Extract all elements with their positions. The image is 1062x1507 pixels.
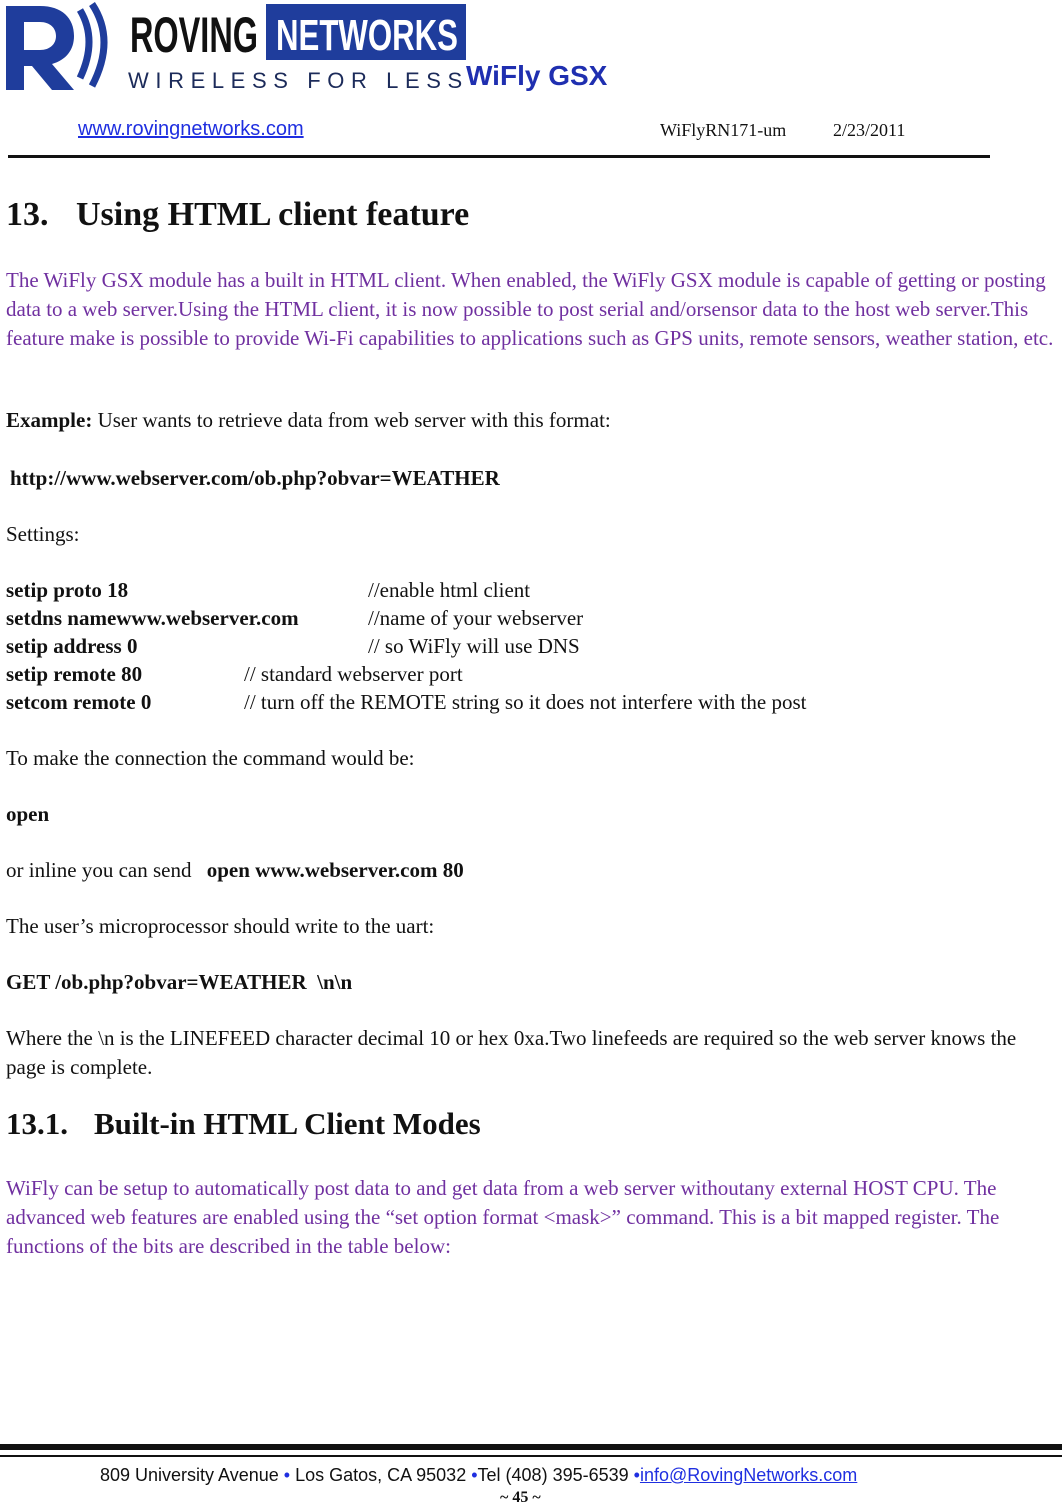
connection-text: To make the connection the command would be: [6,746,415,770]
section-number: 13. [6,196,49,233]
website-link[interactable]: www.rovingnetworks.com [78,118,304,140]
command-comment: // so WiFly will use DNS [368,634,580,658]
footer-contact [100,1465,857,1486]
subsection-heading [6,1106,481,1142]
roving-networks-logo-icon [0,0,122,92]
section-title: Using HTML client feature [76,196,470,233]
command-comment: // turn off the REMOTE string so it does not interfere with the post [244,690,807,714]
subsection-number: 13.1. [6,1106,68,1141]
inline-text: or inline you can send [6,858,192,882]
example-text: User wants to retrieve data from web server with this format: [92,408,611,432]
footer-separator: • [278,1465,296,1485]
svg-text:ROVING: ROVING [130,7,258,63]
footer-address: 809 University Avenue [100,1465,279,1485]
document-id: WiFlyRN171-um [660,120,787,140]
intro-paragraph: The WiFly GSX module has a built in HTML client. When enabled, the WiFly GSX module is capable of getting or posting data to a web server.Using the HTML client, it is now possible to post serial and/orsensor data to the host web server.This feature make is possible to provide Wi-Fi capabilities to applications such as GPS units, remote sensors, weather station, etc. [6,268,1054,350]
tagline: WIRELESS FOR LESS [128,68,469,93]
footer-separator: • [633,1465,640,1485]
footer-tel: Tel (408) 395-6539 [477,1465,634,1485]
inline-line [6,856,464,885]
uart-text: The user’s microprocessor should write to the uart: [6,914,435,938]
open-command: open [6,802,50,826]
footer-divider-thick [0,1444,1062,1450]
footer-city: Los Gatos, CA 95032 [295,1465,472,1485]
footer-divider-thin [0,1455,1062,1457]
footer-separator: • [471,1465,478,1485]
brand-wordmark [128,2,468,62]
inline-command: open www.webserver.com 80 [206,858,464,882]
example-line [6,406,611,435]
get-command: GET /ob.php?obvar=WEATHER \n\n [6,970,353,994]
command-text: setip proto 18 [6,578,129,602]
command-comment: //enable html client [368,578,531,602]
example-url: http://www.webserver.com/ob.php?obvar=WEATHER [10,466,500,490]
command-text: setip remote 80 [6,662,143,686]
command-text: setip address 0 [6,634,138,658]
modes-paragraph: WiFly can be setup to automatically post data to and get data from a web server withoutany external HOST CPU. The advanced web features are enabled using the “set option format <mask>” command. This is a bit mapped register. The functions of the bits are described in the table below: [6,1176,1000,1258]
footer-email-link[interactable]: info@RovingNetworks.com [639,1465,858,1485]
linefeed-paragraph: Where the \n is the LINEFEED character decimal 10 or hex 0xa.Two linefeeds are required so the web server knows the page is complete. [6,1026,1017,1079]
product-name: WiFly GSX [466,60,608,91]
subsection-title: Built-in HTML Client Modes [94,1106,481,1141]
document-date: 2/23/2011 [833,120,906,140]
command-comment: //name of your webserver [368,606,584,630]
command-text: setcom remote 0 [6,690,152,714]
header-divider [8,155,990,158]
command-comment: // standard webserver port [244,662,463,686]
settings-label: Settings: [6,522,80,546]
section-heading [6,196,469,234]
example-label: Example: [6,408,93,432]
page-number: ~ 45 ~ [500,1489,541,1506]
command-text: setdns namewww.webserver.com [6,606,299,630]
svg-text:NETWORKS: NETWORKS [276,11,458,60]
